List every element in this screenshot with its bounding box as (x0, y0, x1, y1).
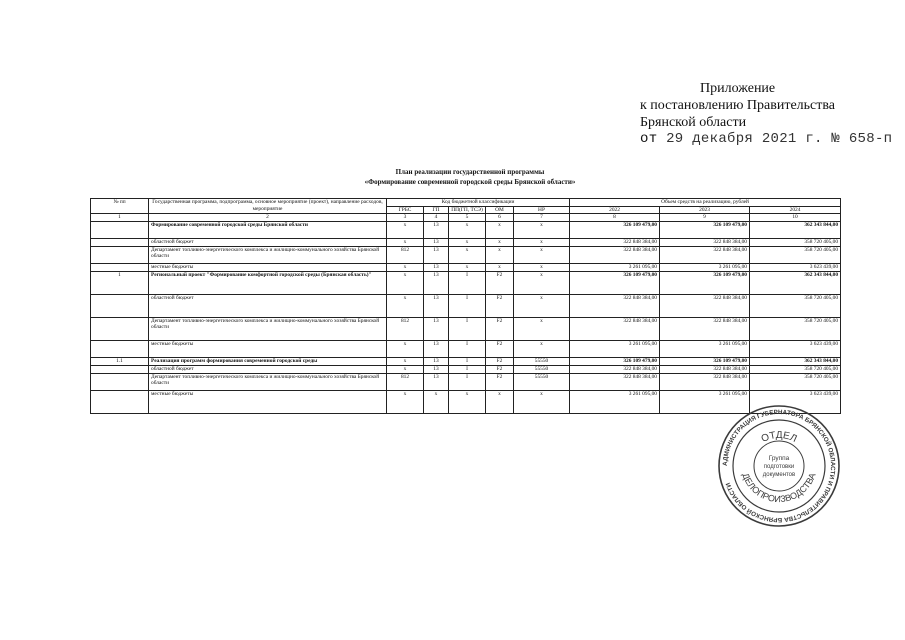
cell-y2022: 322 848 384,00 (570, 238, 660, 246)
cell-y2023: 3 261 095,00 (660, 263, 750, 271)
header-year-2024: 2024 (750, 206, 841, 214)
cell-y2024: 358 720 405,00 (750, 365, 841, 373)
cell-name: местные бюджеты (149, 390, 387, 413)
cell-y2024: 3 623 439,00 (750, 390, 841, 413)
cell-y2022: 322 848 384,00 (570, 365, 660, 373)
cell-om: F2 (486, 340, 514, 357)
stamp-top-word: ОТДЕЛ (759, 429, 799, 445)
appendix-line-resolution: к постановлению Правительства (640, 98, 836, 113)
cell-num (91, 221, 149, 238)
cell-gp: 13 (424, 340, 449, 357)
cell-y2023: 326 109 479,00 (660, 271, 750, 294)
cell-grbs: х (387, 238, 424, 246)
cell-y2022: 322 848 384,00 (570, 373, 660, 390)
cell-om: F2 (486, 357, 514, 365)
cell-y2024: 358 720 405,00 (750, 238, 841, 246)
cell-om: F2 (486, 365, 514, 373)
header-om: ОМ (486, 206, 514, 214)
title-line-2: «Формирование современной городской среды Брянской области» (364, 178, 576, 186)
cell-y2024: 358 720 405,00 (750, 246, 841, 263)
cell-om: х (486, 263, 514, 271)
cell-gp: 13 (424, 238, 449, 246)
cell-om: х (486, 238, 514, 246)
header-nr: НР (514, 206, 570, 214)
cell-y2022: 326 109 479,00 (570, 357, 660, 365)
cell-name: Департамент топливно-энергетического комплекса и жилищно-коммунального хозяйства Брянской области (149, 373, 387, 390)
col-number: 1 (91, 214, 149, 222)
cell-nr: х (514, 263, 570, 271)
cell-nr: х (514, 271, 570, 294)
header-gp: ГП (424, 206, 449, 214)
cell-pp: I (449, 317, 486, 340)
date-prefix: от (640, 131, 658, 147)
cell-num (91, 373, 149, 390)
cell-y2022: 326 109 479,00 (570, 271, 660, 294)
cell-gp: 13 (424, 357, 449, 365)
cell-num (91, 317, 149, 340)
cell-name: Региональный проект "Формирование комфортной городской среды (Брянская область)" (149, 271, 387, 294)
header-amount-group: Объем средств на реализацию, рублей (570, 199, 841, 207)
cell-name: областной бюджет (149, 365, 387, 373)
cell-num (91, 365, 149, 373)
cell-name: Департамент топливно-энергетического комплекса и жилищно-коммунального хозяйства Брянской области (149, 246, 387, 263)
col-number: 4 (424, 214, 449, 222)
cell-om: х (486, 390, 514, 413)
cell-y2022: 322 848 384,00 (570, 294, 660, 317)
cell-y2024: 358 720 405,00 (750, 373, 841, 390)
cell-nr: х (514, 390, 570, 413)
table-row (91, 365, 841, 373)
cell-y2022: 322 848 384,00 (570, 317, 660, 340)
cell-y2024: 362 343 844,00 (750, 357, 841, 365)
table-row (91, 246, 841, 263)
cell-num (91, 238, 149, 246)
cell-y2023: 3 261 095,00 (660, 390, 750, 413)
cell-gp: 13 (424, 317, 449, 340)
header-year-2022: 2022 (570, 206, 660, 214)
cell-pp: I (449, 340, 486, 357)
cell-nr: 55550 (514, 373, 570, 390)
cell-y2024: 362 343 844,00 (750, 221, 841, 238)
table-row (91, 263, 841, 271)
header-code-group: Код бюджетной классификации (387, 199, 570, 207)
cell-grbs: х (387, 294, 424, 317)
cell-y2024: 3 623 439,00 (750, 340, 841, 357)
cell-om: F2 (486, 271, 514, 294)
header-grbs: ГРБС (387, 206, 424, 214)
cell-name: областной бюджет (149, 238, 387, 246)
appendix-date-line (640, 131, 892, 148)
cell-name: областной бюджет (149, 294, 387, 317)
cell-pp: х (449, 263, 486, 271)
cell-name: местные бюджеты (149, 340, 387, 357)
header-year-2023: 2023 (660, 206, 750, 214)
col-number: 5 (449, 214, 486, 222)
cell-num (91, 246, 149, 263)
table-row (91, 340, 841, 357)
header-num: № пп (91, 199, 149, 214)
cell-nr: х (514, 317, 570, 340)
cell-grbs: х (387, 390, 424, 413)
header-pp: ПП(ГП, ТСЭ) (449, 206, 486, 214)
cell-y2024: 362 343 844,00 (750, 271, 841, 294)
cell-y2022: 3 261 095,00 (570, 390, 660, 413)
cell-pp: х (449, 390, 486, 413)
table-row (91, 271, 841, 294)
cell-pp: I (449, 365, 486, 373)
table-row (91, 238, 841, 246)
cell-grbs: 812 (387, 373, 424, 390)
cell-grbs: х (387, 221, 424, 238)
cell-grbs: 812 (387, 246, 424, 263)
table-row (91, 317, 841, 340)
cell-gp: 13 (424, 263, 449, 271)
cell-nr: х (514, 238, 570, 246)
official-stamp (717, 404, 841, 528)
cell-pp: х (449, 238, 486, 246)
cell-num (91, 340, 149, 357)
cell-pp: I (449, 357, 486, 365)
cell-y2023: 322 848 384,00 (660, 373, 750, 390)
appendix-block (640, 80, 892, 148)
cell-y2023: 322 848 384,00 (660, 365, 750, 373)
cell-y2022: 326 109 479,00 (570, 221, 660, 238)
cell-nr: 55550 (514, 357, 570, 365)
cell-grbs: х (387, 263, 424, 271)
cell-nr: х (514, 246, 570, 263)
cell-y2023: 326 109 479,00 (660, 221, 750, 238)
cell-pp: I (449, 271, 486, 294)
stamp-center-line-2: подготовки (763, 464, 795, 470)
cell-name: Реализация программ формирования современной городской среды (149, 357, 387, 365)
cell-name: Департамент топливно-энергетического комплекса и жилищно-коммунального хозяйства Брянской области (149, 317, 387, 340)
cell-y2023: 322 848 384,00 (660, 246, 750, 263)
cell-y2023: 322 848 384,00 (660, 238, 750, 246)
cell-om: F2 (486, 373, 514, 390)
stamp-center-line-3: документов (762, 472, 796, 478)
col-number: 3 (387, 214, 424, 222)
cell-om: F2 (486, 294, 514, 317)
cell-gp: х (424, 390, 449, 413)
table-row (91, 294, 841, 317)
plan-table (90, 198, 841, 414)
appendix-line-region: Брянской области (640, 115, 747, 130)
cell-y2024: 358 720 405,00 (750, 294, 841, 317)
cell-y2023: 322 848 384,00 (660, 317, 750, 340)
cell-gp: 13 (424, 271, 449, 294)
col-number: 6 (486, 214, 514, 222)
cell-grbs: х (387, 271, 424, 294)
cell-num: 1.1 (91, 357, 149, 365)
cell-pp: х (449, 221, 486, 238)
cell-name: местные бюджеты (149, 263, 387, 271)
cell-pp: х (449, 246, 486, 263)
cell-y2023: 3 261 095,00 (660, 340, 750, 357)
cell-nr: х (514, 221, 570, 238)
cell-gp: 13 (424, 365, 449, 373)
date-handwritten: 29 декабря 2021 г. № 658-п (666, 131, 893, 147)
col-number: 8 (570, 214, 660, 222)
cell-grbs: х (387, 340, 424, 357)
col-number: 7 (514, 214, 570, 222)
cell-y2023: 322 848 384,00 (660, 294, 750, 317)
header-name: Государственная программа, подпрограмма, основное мероприятие (проект), направление расходов, мероприятие (149, 199, 387, 214)
cell-pp: I (449, 294, 486, 317)
document-title (310, 167, 630, 187)
col-number: 2 (149, 214, 387, 222)
cell-grbs: 812 (387, 317, 424, 340)
cell-num (91, 263, 149, 271)
col-number: 10 (750, 214, 841, 222)
stamp-ring-text: АДМИНИСТРАЦИЯ ГУБЕРНАТОРА БРЯНСКОЙ ОБЛАСТИ И ПРАВИТЕЛЬСТВА БРЯНСКОЙ ОБЛАСТИ (721, 408, 837, 524)
cell-nr: х (514, 294, 570, 317)
cell-y2022: 3 261 095,00 (570, 263, 660, 271)
title-line-1: План реализации государственной программы (395, 168, 545, 176)
cell-num (91, 390, 149, 413)
cell-grbs: х (387, 365, 424, 373)
cell-num (91, 294, 149, 317)
cell-gp: 13 (424, 246, 449, 263)
table-row (91, 357, 841, 365)
cell-gp: 13 (424, 221, 449, 238)
table-row (91, 221, 841, 238)
table-body (91, 221, 841, 413)
col-number: 9 (660, 214, 750, 222)
table-row (91, 373, 841, 390)
cell-y2022: 3 261 095,00 (570, 340, 660, 357)
appendix-heading: Приложение (700, 81, 776, 96)
cell-gp: 13 (424, 373, 449, 390)
cell-nr: 55550 (514, 365, 570, 373)
cell-y2023: 326 109 479,00 (660, 357, 750, 365)
stamp-bottom-word: ДЕЛОПРОИЗВОДСТВА (740, 471, 818, 505)
cell-gp: 13 (424, 294, 449, 317)
cell-nr: х (514, 340, 570, 357)
cell-pp: I (449, 373, 486, 390)
cell-y2022: 322 848 384,00 (570, 246, 660, 263)
cell-om: х (486, 246, 514, 263)
cell-y2024: 358 720 405,00 (750, 317, 841, 340)
stamp-center-line-1: Группа (768, 455, 790, 462)
cell-om: F2 (486, 317, 514, 340)
cell-om: х (486, 221, 514, 238)
cell-y2024: 3 623 439,00 (750, 263, 841, 271)
cell-num: 1 (91, 271, 149, 294)
cell-name: Формирование современной городской среды Брянской области (149, 221, 387, 238)
cell-grbs: х (387, 357, 424, 365)
